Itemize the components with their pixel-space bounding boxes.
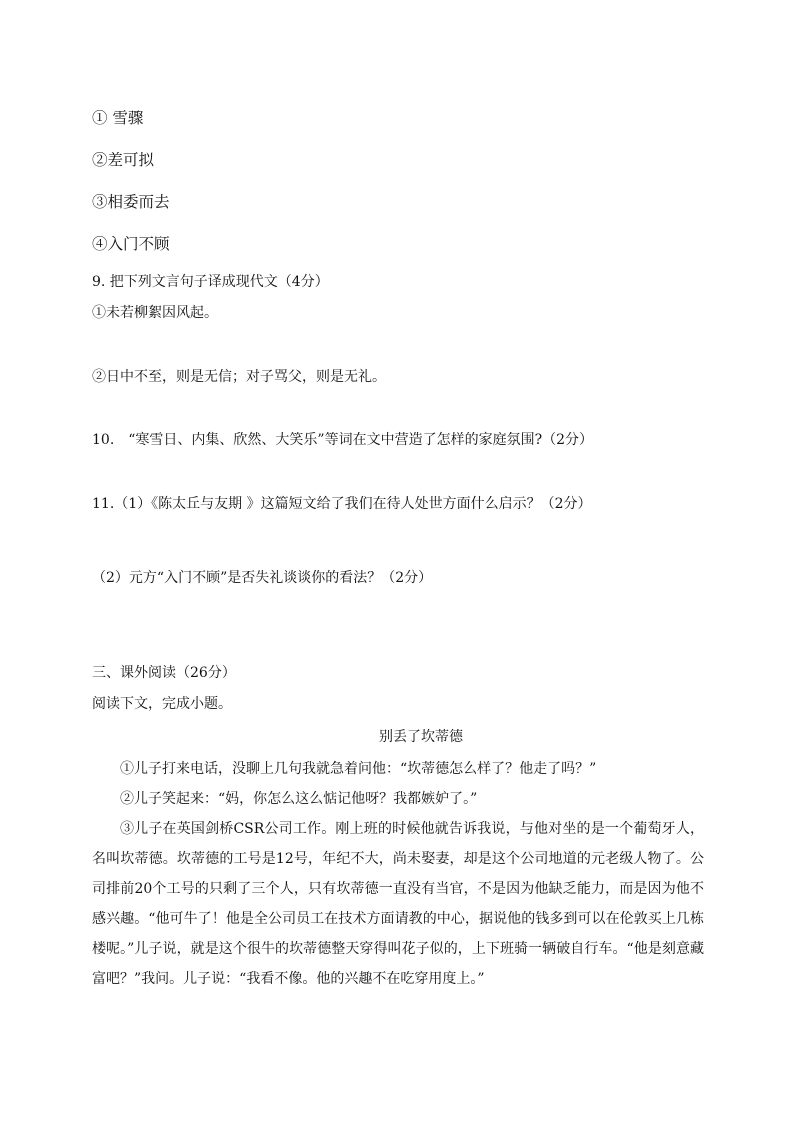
- article-paragraph-2: ②儿子笑起来：“妈，你怎么这么惦记他呀？我都嫉妒了。”: [120, 791, 478, 807]
- section-3-heading: 三、课外阅读（26分）: [92, 665, 236, 681]
- vocab-item-2: ②差可拟: [92, 151, 155, 169]
- question-10: 10. “寒雪日、内集、欣然、大笑乐”等词在文中营造了怎样的家庭氛围?（2分）: [92, 432, 593, 448]
- question-11-part-2: （2）元方“入门不顾”是否失礼谈谈你的看法？（2分）: [92, 570, 433, 586]
- question-9-item-2: ②日中不至，则是无信；对子骂父，则是无礼。: [92, 369, 386, 385]
- article-title-text: 别丢了坎蒂德: [379, 729, 463, 745]
- vocab-item-3: ③相委而去: [92, 193, 170, 211]
- question-9-heading: 9. 把下列文言句子译成现代文（4分）: [92, 274, 329, 290]
- article-body: [92, 754, 704, 994]
- section-3-instruction: 阅读下文，完成小题。: [92, 696, 232, 712]
- article-paragraph-3: ③儿子在英国剑桥CSR公司工作。刚上班的时候他就告诉我说，与他对坐的是一个葡萄牙人，名叫坎蒂德。坎蒂德的工号是12号，年纪不大，尚未娶妻，却是这个公司地道的元老级人物了。公司排前20个工号的只剩了三个人，只有坎蒂德一直没有当官，不是因为他缺乏能力，而是因为他不感兴趣。“他可牛了！他是全公司员工在技术方面请教的中心，据说他的钱多到可以在伦敦买上几栋楼呢。”儿子说，就是这个很牛的坎蒂德整天穿得叫花子似的，上下班骑一辆破自行车。“他是刻意藏富吧？”我问。儿子说：“我看不像。他的兴趣不在吃穿用度上。”: [92, 821, 704, 987]
- question-9-item-1: ①未若柳絮因风起。: [92, 305, 218, 321]
- question-11-part-1: 11.（1）《陈太丘与友期 》这篇短文给了我们在待人处世方面什么启示？（2分）: [92, 496, 592, 512]
- article-title: [0, 727, 794, 747]
- vocab-item-1: ① 雪骤: [92, 109, 144, 127]
- vocab-item-4: ④入门不顾: [92, 235, 170, 253]
- article-paragraph-1: ①儿子打来电话，没聊上几句我就急着问他：“坎蒂德怎么样了？他走了吗？”: [120, 761, 597, 777]
